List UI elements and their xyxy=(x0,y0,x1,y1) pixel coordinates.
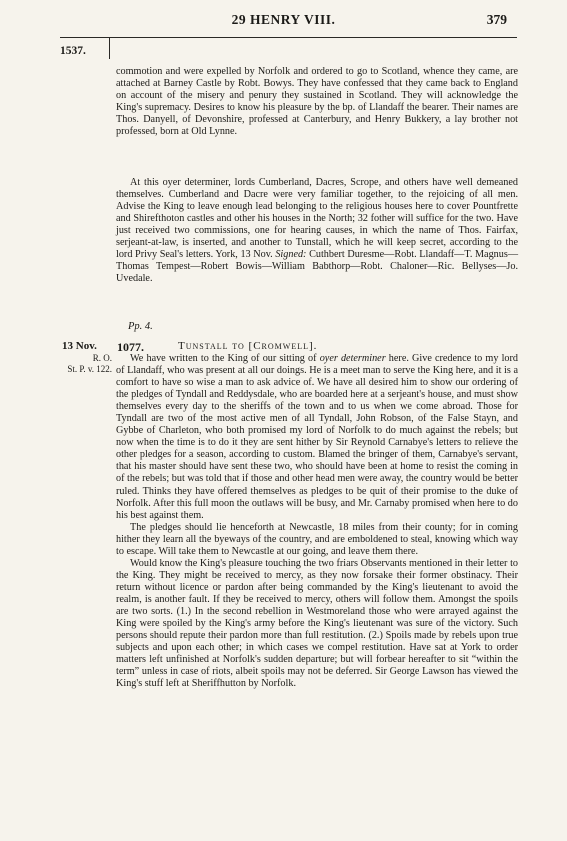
paragraph: commotion and were expelled by Norfolk and ordered to go to Scotland, whence they came, are attached at Barney Castle by Robt. Bowys. They have confessed that they came back to England on account of the misery and penury they sustained in Scotland. They will acknowledge the King's supremacy. Desires to know his pleasure by the bp. of Llandaff the bearer. Their names are Thos. Danyell, of Devonshire, professed at Canterbury, and Henry Bukkery, a lay brother not professed, born at Old Lynne. xyxy=(116,66,518,138)
signers: Cuthbert Duresme—Robt. Llandaff—T. Magnus—Thomas Tempest—Robert Bowis—William Babthorp—Robt. Chaloner—Ric. Bellyses—Jo. Uvedale. xyxy=(116,249,519,285)
page-number: 379 xyxy=(486,12,507,27)
margin-year: 1537. xyxy=(60,45,86,57)
running-head xyxy=(0,12,567,32)
signed-label: Signed: xyxy=(275,249,307,261)
entry-date: 13 Nov. xyxy=(62,340,97,352)
paragraph xyxy=(116,353,518,522)
margin-reference-state-papers: St. P. v. 122. xyxy=(67,364,112,374)
page-count: Pp. 4. xyxy=(128,321,153,332)
letter-body xyxy=(116,353,518,690)
entry-title: Tunstall to [Cromwell]. xyxy=(178,340,318,352)
margin-reference-ro: R. O. xyxy=(92,353,112,363)
paragraph-text: At this oyer determiner, lords Cumberland, Dacres, Scrope, and others have well demeaned themselves. Cumberland and Dacre were very familiar together, to the rejoicing of all men. Advise the King to leave enough lead belonging to the religious houses here to cover Pountfrette and Shirefthoton castles and other his houses in the North; 32 fother will suffice for the two. Have just received two commissions, one for hearing causes, in which the name of Thos. Fairfax, serjeant-at-law, is inserted, and another to Tunstall, which he will keep secret, according to the lord Privy Seal's letters. York, 13 Nov. xyxy=(116,177,518,261)
running-title: 29 HENRY VIII. xyxy=(231,12,336,27)
paragraph xyxy=(116,177,518,285)
paragraph: The pledges should lie henceforth at Newcastle, 18 miles from their county; for in coming hither they learn all the byeways of the country, and are emboldened to steal, knowing which way to escape. Will take them to Newcastle at our going, and leave them there. xyxy=(116,521,518,557)
continuation-paragraph xyxy=(116,66,518,138)
paragraph: Would know the King's pleasure touching the two friars Observants mentioned in their letter to the King. They might be received to mercy, as they now forsake their former obstinacy. Their return without licence or pardon after being commanded by the King's lieutenant to avoid the realm, is another fault. If they be received to mercy, others will follow them. Amongst the spoils are two sorts. (1.) In the second rebellion in Westmoreland those who were arrayed against the King were spoiled by the King's army before the King's lieutenant was sure of the victory. Such persons should repute their pardon more than full restitution. (2.) Spoils made by rebels upon true subjects and upon each other; in which cases we compel restitution. Have sat at York to order matters left unfinished at Norfolk's sudden departure; but will forbear hereafter to sit “within the term” unless in case of riots, albeit spoils may not be deferred. Sir George Lawson has viewed the King's stuff left at Sheriffhutton by Norfolk. xyxy=(116,557,518,690)
margin-rule xyxy=(109,37,110,59)
signed-paragraph xyxy=(116,177,518,285)
paragraph-text: here. Give credence to my lord of Llandaff, who was present at all our doings. He is a meet man to serve the King here, and it is a comfort to have so wise a man to ask advice of. We have all desired him to show our ordering of the pledges of Tyndall and Reddysdale, who are boarded here at a serjeant's house, and must show themselves every day to the sheriffs of the town and to us when we come abroad. Those for Tyndall are two of the most active men of all Tyndall, John Robson, of the False Stayn, and Gybbe of Charleton, who both promised my lord of Norfolk to do much against the rebels; but now when the time is to do it they are sent hither by Sir Reynold Carnabye's letters to relieve the other pledges for a season, according to custom. Blamed the bringer of them, Carnabye's servant, that his master should have sent these two, who should have been at home to resist the coming in of the rebels; but was told that if those and other head men were away, the country would be better ruled. Thinks they have offered themselves as pledges to be quit of their promise to the duke of Norfolk. After this full moon the outlaws will be busy, and Mr. Carnaby promised when here to do his best against them. xyxy=(116,353,518,521)
italic-phrase: oyer determiner xyxy=(319,353,386,364)
entry-number: 1077. xyxy=(117,340,144,354)
header-rule xyxy=(60,37,517,38)
paragraph-text: We have written to the King of our sitting of xyxy=(130,353,320,364)
